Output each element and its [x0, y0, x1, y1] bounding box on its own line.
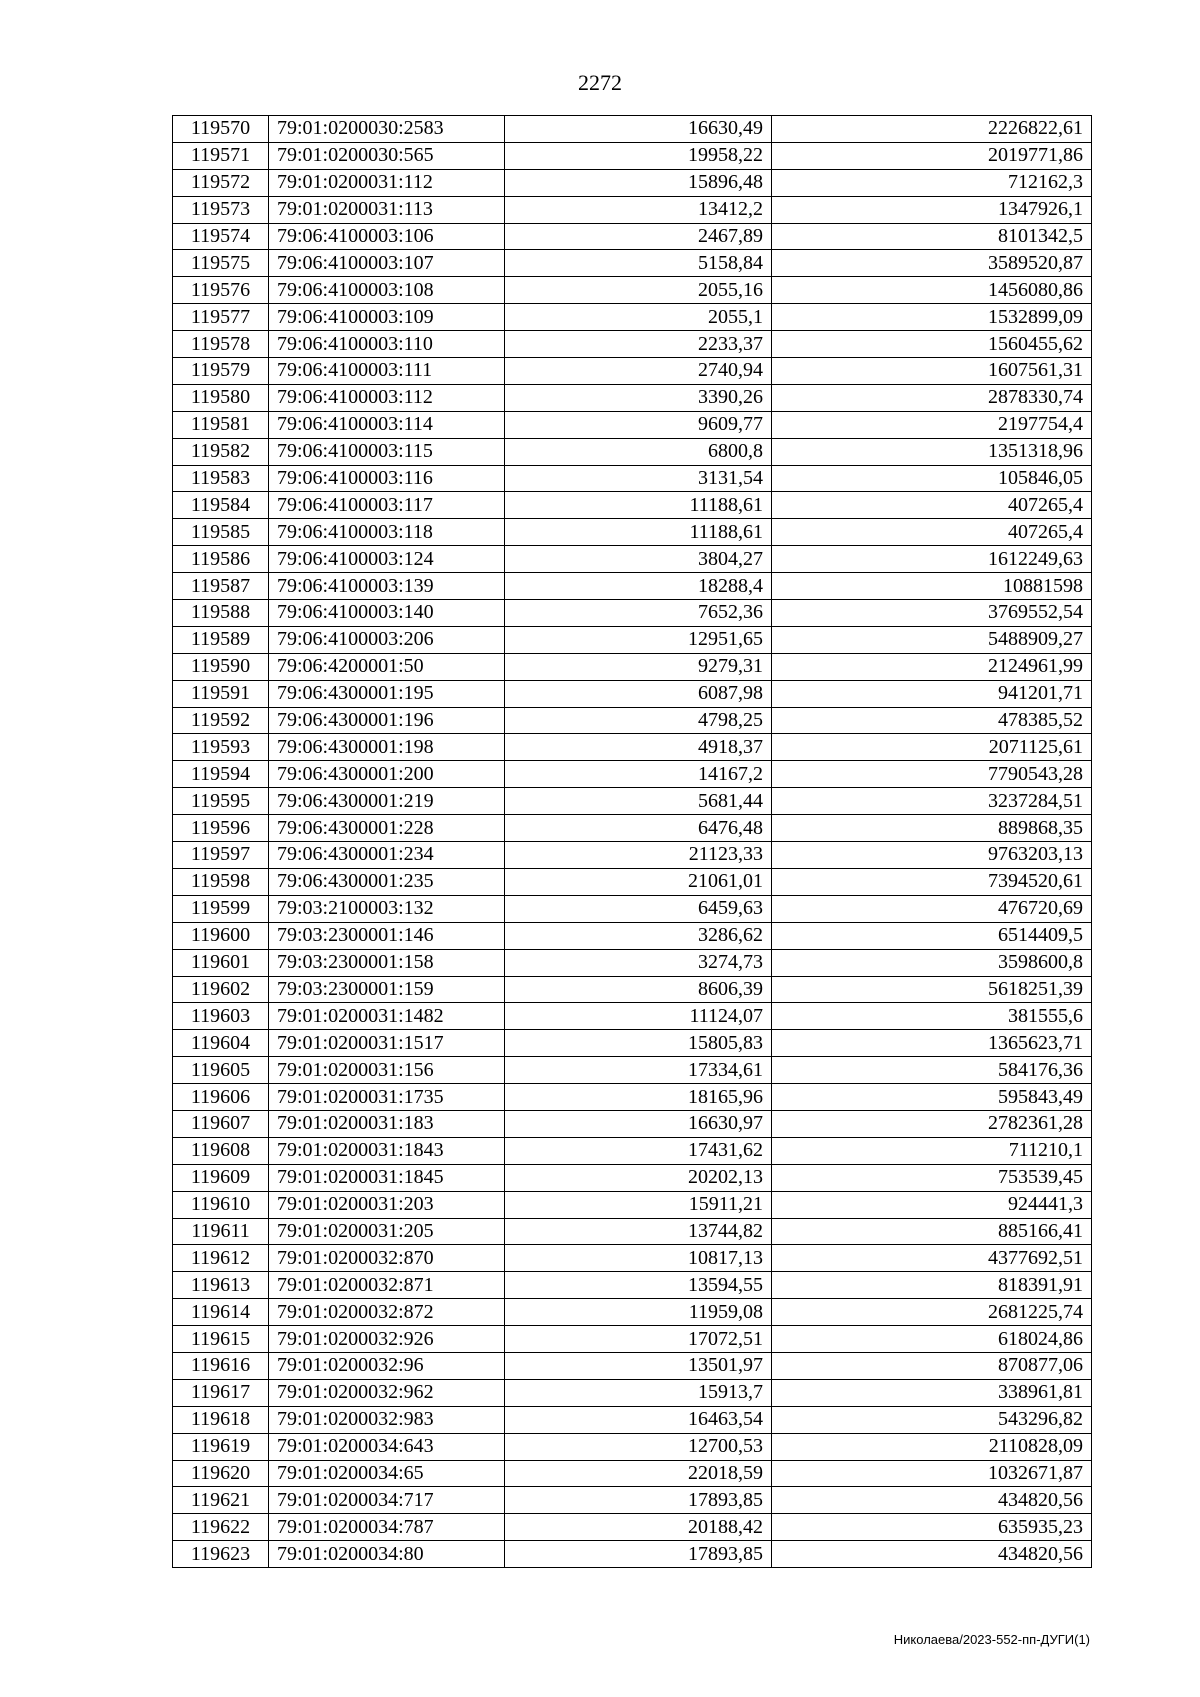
cadastral-number-cell: 79:01:0200032:926 — [269, 1326, 505, 1353]
area-cell: 11124,07 — [505, 1003, 772, 1030]
row-number-cell: 119594 — [173, 761, 269, 788]
data-table — [172, 115, 1092, 1568]
row-number-cell: 119571 — [173, 142, 269, 169]
area-cell: 15896,48 — [505, 169, 772, 196]
cost-cell: 407265,4 — [772, 492, 1092, 519]
table-row — [173, 1084, 1092, 1111]
row-number-cell: 119608 — [173, 1137, 269, 1164]
area-cell: 21061,01 — [505, 868, 772, 895]
area-cell: 13412,2 — [505, 196, 772, 223]
row-number-cell: 119618 — [173, 1406, 269, 1433]
area-cell: 13744,82 — [505, 1218, 772, 1245]
cost-cell: 753539,45 — [772, 1164, 1092, 1191]
row-number-cell: 119622 — [173, 1514, 269, 1541]
cost-cell: 2681225,74 — [772, 1299, 1092, 1326]
table-row — [173, 465, 1092, 492]
table-row — [173, 653, 1092, 680]
area-cell: 17334,61 — [505, 1057, 772, 1084]
cadastral-number-cell: 79:01:0200034:80 — [269, 1541, 505, 1568]
cost-cell: 712162,3 — [772, 169, 1092, 196]
table-row — [173, 438, 1092, 465]
table-row — [173, 707, 1092, 734]
row-number-cell: 119581 — [173, 411, 269, 438]
area-cell: 10817,13 — [505, 1245, 772, 1272]
table-row — [173, 922, 1092, 949]
area-cell: 8606,39 — [505, 976, 772, 1003]
table-row — [173, 196, 1092, 223]
cadastral-number-cell: 79:03:2300001:146 — [269, 922, 505, 949]
area-cell: 6800,8 — [505, 438, 772, 465]
row-number-cell: 119614 — [173, 1299, 269, 1326]
area-cell: 15805,83 — [505, 1030, 772, 1057]
row-number-cell: 119584 — [173, 492, 269, 519]
cost-cell: 924441,3 — [772, 1191, 1092, 1218]
cost-cell: 434820,56 — [772, 1487, 1092, 1514]
area-cell: 2233,37 — [505, 331, 772, 358]
table-row — [173, 1272, 1092, 1299]
cadastral-number-cell: 79:06:4100003:115 — [269, 438, 505, 465]
cost-cell: 2878330,74 — [772, 384, 1092, 411]
cadastral-number-cell: 79:06:4100003:111 — [269, 358, 505, 385]
cadastral-number-cell: 79:06:4100003:124 — [269, 546, 505, 573]
table-row — [173, 358, 1092, 385]
table-row — [173, 842, 1092, 869]
area-cell: 17072,51 — [505, 1326, 772, 1353]
table-row — [173, 788, 1092, 815]
area-cell: 7652,36 — [505, 600, 772, 627]
cost-cell: 1560455,62 — [772, 331, 1092, 358]
row-number-cell: 119586 — [173, 546, 269, 573]
cost-cell: 3589520,87 — [772, 250, 1092, 277]
table-row — [173, 492, 1092, 519]
table-row — [173, 1030, 1092, 1057]
row-number-cell: 119575 — [173, 250, 269, 277]
cost-cell: 2197754,4 — [772, 411, 1092, 438]
area-cell: 15911,21 — [505, 1191, 772, 1218]
area-cell: 3390,26 — [505, 384, 772, 411]
area-cell: 12700,53 — [505, 1433, 772, 1460]
cost-cell: 889868,35 — [772, 815, 1092, 842]
area-cell: 20188,42 — [505, 1514, 772, 1541]
table-row — [173, 573, 1092, 600]
cadastral-number-cell: 79:01:0200031:156 — [269, 1057, 505, 1084]
row-number-cell: 119577 — [173, 304, 269, 331]
table-row — [173, 895, 1092, 922]
cadastral-number-cell: 79:06:4300001:196 — [269, 707, 505, 734]
table-row — [173, 1191, 1092, 1218]
row-number-cell: 119607 — [173, 1110, 269, 1137]
row-number-cell: 119609 — [173, 1164, 269, 1191]
cost-cell: 543296,82 — [772, 1406, 1092, 1433]
area-cell: 21123,33 — [505, 842, 772, 869]
cadastral-number-cell: 79:01:0200031:205 — [269, 1218, 505, 1245]
table-row — [173, 949, 1092, 976]
table-body — [173, 116, 1092, 1568]
row-number-cell: 119580 — [173, 384, 269, 411]
table-row — [173, 1110, 1092, 1137]
table-row — [173, 761, 1092, 788]
cadastral-number-cell: 79:06:4300001:234 — [269, 842, 505, 869]
table-row — [173, 250, 1092, 277]
cost-cell: 870877,06 — [772, 1352, 1092, 1379]
area-cell: 19958,22 — [505, 142, 772, 169]
row-number-cell: 119605 — [173, 1057, 269, 1084]
cadastral-number-cell: 79:01:0200031:203 — [269, 1191, 505, 1218]
document-footer: Николаева/2023-552-пп-ДУГИ(1) — [893, 1632, 1090, 1647]
row-number-cell: 119596 — [173, 815, 269, 842]
cost-cell: 3769552,54 — [772, 600, 1092, 627]
cost-cell: 105846,05 — [772, 465, 1092, 492]
cost-cell: 941201,71 — [772, 680, 1092, 707]
row-number-cell: 119583 — [173, 465, 269, 492]
cost-cell: 595843,49 — [772, 1084, 1092, 1111]
cadastral-number-cell: 79:06:4100003:112 — [269, 384, 505, 411]
cost-cell: 7394520,61 — [772, 868, 1092, 895]
cost-cell: 8101342,5 — [772, 223, 1092, 250]
table-row — [173, 1541, 1092, 1568]
area-cell: 6459,63 — [505, 895, 772, 922]
table-row — [173, 1514, 1092, 1541]
cadastral-number-cell: 79:01:0200032:962 — [269, 1379, 505, 1406]
cadastral-number-cell: 79:01:0200032:871 — [269, 1272, 505, 1299]
row-number-cell: 119613 — [173, 1272, 269, 1299]
table-row — [173, 384, 1092, 411]
row-number-cell: 119591 — [173, 680, 269, 707]
cost-cell: 2124961,99 — [772, 653, 1092, 680]
cadastral-number-cell: 79:01:0200031:113 — [269, 196, 505, 223]
row-number-cell: 119600 — [173, 922, 269, 949]
cost-cell: 1365623,71 — [772, 1030, 1092, 1057]
cost-cell: 407265,4 — [772, 519, 1092, 546]
cost-cell: 1351318,96 — [772, 438, 1092, 465]
area-cell: 11188,61 — [505, 519, 772, 546]
table-row — [173, 1406, 1092, 1433]
cost-cell: 618024,86 — [772, 1326, 1092, 1353]
table-row — [173, 546, 1092, 573]
row-number-cell: 119597 — [173, 842, 269, 869]
row-number-cell: 119570 — [173, 116, 269, 143]
area-cell: 5681,44 — [505, 788, 772, 815]
table-row — [173, 600, 1092, 627]
area-cell: 2055,1 — [505, 304, 772, 331]
row-number-cell: 119604 — [173, 1030, 269, 1057]
row-number-cell: 119576 — [173, 277, 269, 304]
row-number-cell: 119599 — [173, 895, 269, 922]
table-row — [173, 734, 1092, 761]
cadastral-number-cell: 79:03:2300001:159 — [269, 976, 505, 1003]
cost-cell: 6514409,5 — [772, 922, 1092, 949]
row-number-cell: 119582 — [173, 438, 269, 465]
cost-cell: 3598600,8 — [772, 949, 1092, 976]
area-cell: 12951,65 — [505, 626, 772, 653]
area-cell: 2740,94 — [505, 358, 772, 385]
area-cell: 16630,97 — [505, 1110, 772, 1137]
area-cell: 3804,27 — [505, 546, 772, 573]
table-row — [173, 411, 1092, 438]
table-row — [173, 169, 1092, 196]
table-row — [173, 142, 1092, 169]
cadastral-number-cell: 79:06:4300001:200 — [269, 761, 505, 788]
cost-cell: 2071125,61 — [772, 734, 1092, 761]
table-row — [173, 331, 1092, 358]
cadastral-number-cell: 79:01:0200034:65 — [269, 1460, 505, 1487]
cadastral-number-cell: 79:06:4100003:206 — [269, 626, 505, 653]
row-number-cell: 119588 — [173, 600, 269, 627]
area-cell: 6087,98 — [505, 680, 772, 707]
cadastral-number-cell: 79:06:4100003:106 — [269, 223, 505, 250]
table-row — [173, 223, 1092, 250]
cadastral-number-cell: 79:06:4100003:109 — [269, 304, 505, 331]
cadastral-number-cell: 79:01:0200032:872 — [269, 1299, 505, 1326]
cost-cell: 10881598 — [772, 573, 1092, 600]
table-row — [173, 1487, 1092, 1514]
table-row — [173, 868, 1092, 895]
cost-cell: 1032671,87 — [772, 1460, 1092, 1487]
cost-cell: 1612249,63 — [772, 546, 1092, 573]
cadastral-number-cell: 79:06:4100003:110 — [269, 331, 505, 358]
cadastral-number-cell: 79:01:0200034:717 — [269, 1487, 505, 1514]
cadastral-number-cell: 79:01:0200031:1845 — [269, 1164, 505, 1191]
cadastral-number-cell: 79:03:2100003:132 — [269, 895, 505, 922]
cost-cell: 9763203,13 — [772, 842, 1092, 869]
table-row — [173, 277, 1092, 304]
row-number-cell: 119578 — [173, 331, 269, 358]
cadastral-number-cell: 79:01:0200031:1482 — [269, 1003, 505, 1030]
table-row — [173, 1245, 1092, 1272]
row-number-cell: 119590 — [173, 653, 269, 680]
row-number-cell: 119602 — [173, 976, 269, 1003]
row-number-cell: 119593 — [173, 734, 269, 761]
row-number-cell: 119574 — [173, 223, 269, 250]
table-row — [173, 519, 1092, 546]
area-cell: 18288,4 — [505, 573, 772, 600]
table-row — [173, 976, 1092, 1003]
row-number-cell: 119611 — [173, 1218, 269, 1245]
table-row — [173, 116, 1092, 143]
row-number-cell: 119585 — [173, 519, 269, 546]
cadastral-number-cell: 79:06:4100003:114 — [269, 411, 505, 438]
table-row — [173, 626, 1092, 653]
cost-cell: 5488909,27 — [772, 626, 1092, 653]
cost-cell: 476720,69 — [772, 895, 1092, 922]
cadastral-number-cell: 79:06:4300001:235 — [269, 868, 505, 895]
area-cell: 17893,85 — [505, 1487, 772, 1514]
table-row — [173, 1057, 1092, 1084]
cost-cell: 584176,36 — [772, 1057, 1092, 1084]
row-number-cell: 119612 — [173, 1245, 269, 1272]
area-cell: 14167,2 — [505, 761, 772, 788]
area-cell: 3274,73 — [505, 949, 772, 976]
page-number: 2272 — [578, 70, 622, 95]
cadastral-number-cell: 79:06:4300001:198 — [269, 734, 505, 761]
area-cell: 3286,62 — [505, 922, 772, 949]
cadastral-number-cell: 79:01:0200030:2583 — [269, 116, 505, 143]
cost-cell: 3237284,51 — [772, 788, 1092, 815]
row-number-cell: 119610 — [173, 1191, 269, 1218]
cadastral-number-cell: 79:06:4300001:195 — [269, 680, 505, 707]
area-cell: 6476,48 — [505, 815, 772, 842]
cadastral-number-cell: 79:06:4100003:117 — [269, 492, 505, 519]
row-number-cell: 119589 — [173, 626, 269, 653]
cadastral-number-cell: 79:06:4100003:118 — [269, 519, 505, 546]
table-row — [173, 1326, 1092, 1353]
cadastral-number-cell: 79:01:0200032:983 — [269, 1406, 505, 1433]
cadastral-number-cell: 79:03:2300001:158 — [269, 949, 505, 976]
area-cell: 13501,97 — [505, 1352, 772, 1379]
cadastral-number-cell: 79:06:4300001:219 — [269, 788, 505, 815]
cadastral-number-cell: 79:01:0200031:112 — [269, 169, 505, 196]
cadastral-number-cell: 79:01:0200034:787 — [269, 1514, 505, 1541]
area-cell: 9609,77 — [505, 411, 772, 438]
cost-cell: 2019771,86 — [772, 142, 1092, 169]
cost-cell: 2110828,09 — [772, 1433, 1092, 1460]
table-row — [173, 304, 1092, 331]
area-cell: 2467,89 — [505, 223, 772, 250]
area-cell: 20202,13 — [505, 1164, 772, 1191]
cadastral-number-cell: 79:01:0200034:643 — [269, 1433, 505, 1460]
area-cell: 17893,85 — [505, 1541, 772, 1568]
cost-cell: 885166,41 — [772, 1218, 1092, 1245]
area-cell: 9279,31 — [505, 653, 772, 680]
area-cell: 16630,49 — [505, 116, 772, 143]
area-cell: 15913,7 — [505, 1379, 772, 1406]
cadastral-number-cell: 79:06:4100003:107 — [269, 250, 505, 277]
cadastral-number-cell: 79:06:4300001:228 — [269, 815, 505, 842]
row-number-cell: 119592 — [173, 707, 269, 734]
table-row — [173, 1352, 1092, 1379]
table-row — [173, 1218, 1092, 1245]
table-row — [173, 1003, 1092, 1030]
cost-cell: 1607561,31 — [772, 358, 1092, 385]
area-cell: 4798,25 — [505, 707, 772, 734]
table-row — [173, 1379, 1092, 1406]
cadastral-number-cell: 79:01:0200031:1517 — [269, 1030, 505, 1057]
row-number-cell: 119579 — [173, 358, 269, 385]
area-cell: 11959,08 — [505, 1299, 772, 1326]
cadastral-number-cell: 79:06:4100003:108 — [269, 277, 505, 304]
area-cell: 13594,55 — [505, 1272, 772, 1299]
row-number-cell: 119606 — [173, 1084, 269, 1111]
area-cell: 4918,37 — [505, 734, 772, 761]
cost-cell: 635935,23 — [772, 1514, 1092, 1541]
row-number-cell: 119619 — [173, 1433, 269, 1460]
cost-cell: 381555,6 — [772, 1003, 1092, 1030]
table-row — [173, 1164, 1092, 1191]
row-number-cell: 119603 — [173, 1003, 269, 1030]
cadastral-number-cell: 79:06:4200001:50 — [269, 653, 505, 680]
area-cell: 3131,54 — [505, 465, 772, 492]
cost-cell: 338961,81 — [772, 1379, 1092, 1406]
cadastral-number-cell: 79:01:0200031:1843 — [269, 1137, 505, 1164]
row-number-cell: 119617 — [173, 1379, 269, 1406]
cadastral-number-cell: 79:01:0200032:870 — [269, 1245, 505, 1272]
cost-cell: 2782361,28 — [772, 1110, 1092, 1137]
table-row — [173, 680, 1092, 707]
cost-cell: 5618251,39 — [772, 976, 1092, 1003]
cadastral-number-cell: 79:06:4100003:139 — [269, 573, 505, 600]
cadastral-number-cell: 79:01:0200030:565 — [269, 142, 505, 169]
cost-cell: 7790543,28 — [772, 761, 1092, 788]
table-row — [173, 1433, 1092, 1460]
cadastral-number-cell: 79:01:0200031:183 — [269, 1110, 505, 1137]
area-cell: 18165,96 — [505, 1084, 772, 1111]
area-cell: 17431,62 — [505, 1137, 772, 1164]
row-number-cell: 119573 — [173, 196, 269, 223]
row-number-cell: 119621 — [173, 1487, 269, 1514]
table-row — [173, 815, 1092, 842]
area-cell: 11188,61 — [505, 492, 772, 519]
cost-cell: 2226822,61 — [772, 116, 1092, 143]
row-number-cell: 119620 — [173, 1460, 269, 1487]
cadastral-number-cell: 79:06:4100003:116 — [269, 465, 505, 492]
row-number-cell: 119615 — [173, 1326, 269, 1353]
cost-cell: 1532899,09 — [772, 304, 1092, 331]
cost-cell: 1347926,1 — [772, 196, 1092, 223]
area-cell: 2055,16 — [505, 277, 772, 304]
row-number-cell: 119572 — [173, 169, 269, 196]
area-cell: 22018,59 — [505, 1460, 772, 1487]
cost-cell: 818391,91 — [772, 1272, 1092, 1299]
table-row — [173, 1460, 1092, 1487]
cost-cell: 711210,1 — [772, 1137, 1092, 1164]
cost-cell: 434820,56 — [772, 1541, 1092, 1568]
cadastral-number-cell: 79:01:0200031:1735 — [269, 1084, 505, 1111]
row-number-cell: 119616 — [173, 1352, 269, 1379]
area-cell: 16463,54 — [505, 1406, 772, 1433]
cadastral-number-cell: 79:01:0200032:96 — [269, 1352, 505, 1379]
row-number-cell: 119598 — [173, 868, 269, 895]
cost-cell: 1456080,86 — [772, 277, 1092, 304]
row-number-cell: 119601 — [173, 949, 269, 976]
table-row — [173, 1137, 1092, 1164]
row-number-cell: 119587 — [173, 573, 269, 600]
cost-cell: 4377692,51 — [772, 1245, 1092, 1272]
row-number-cell: 119623 — [173, 1541, 269, 1568]
row-number-cell: 119595 — [173, 788, 269, 815]
cadastral-number-cell: 79:06:4100003:140 — [269, 600, 505, 627]
table-row — [173, 1299, 1092, 1326]
cost-cell: 478385,52 — [772, 707, 1092, 734]
area-cell: 5158,84 — [505, 250, 772, 277]
